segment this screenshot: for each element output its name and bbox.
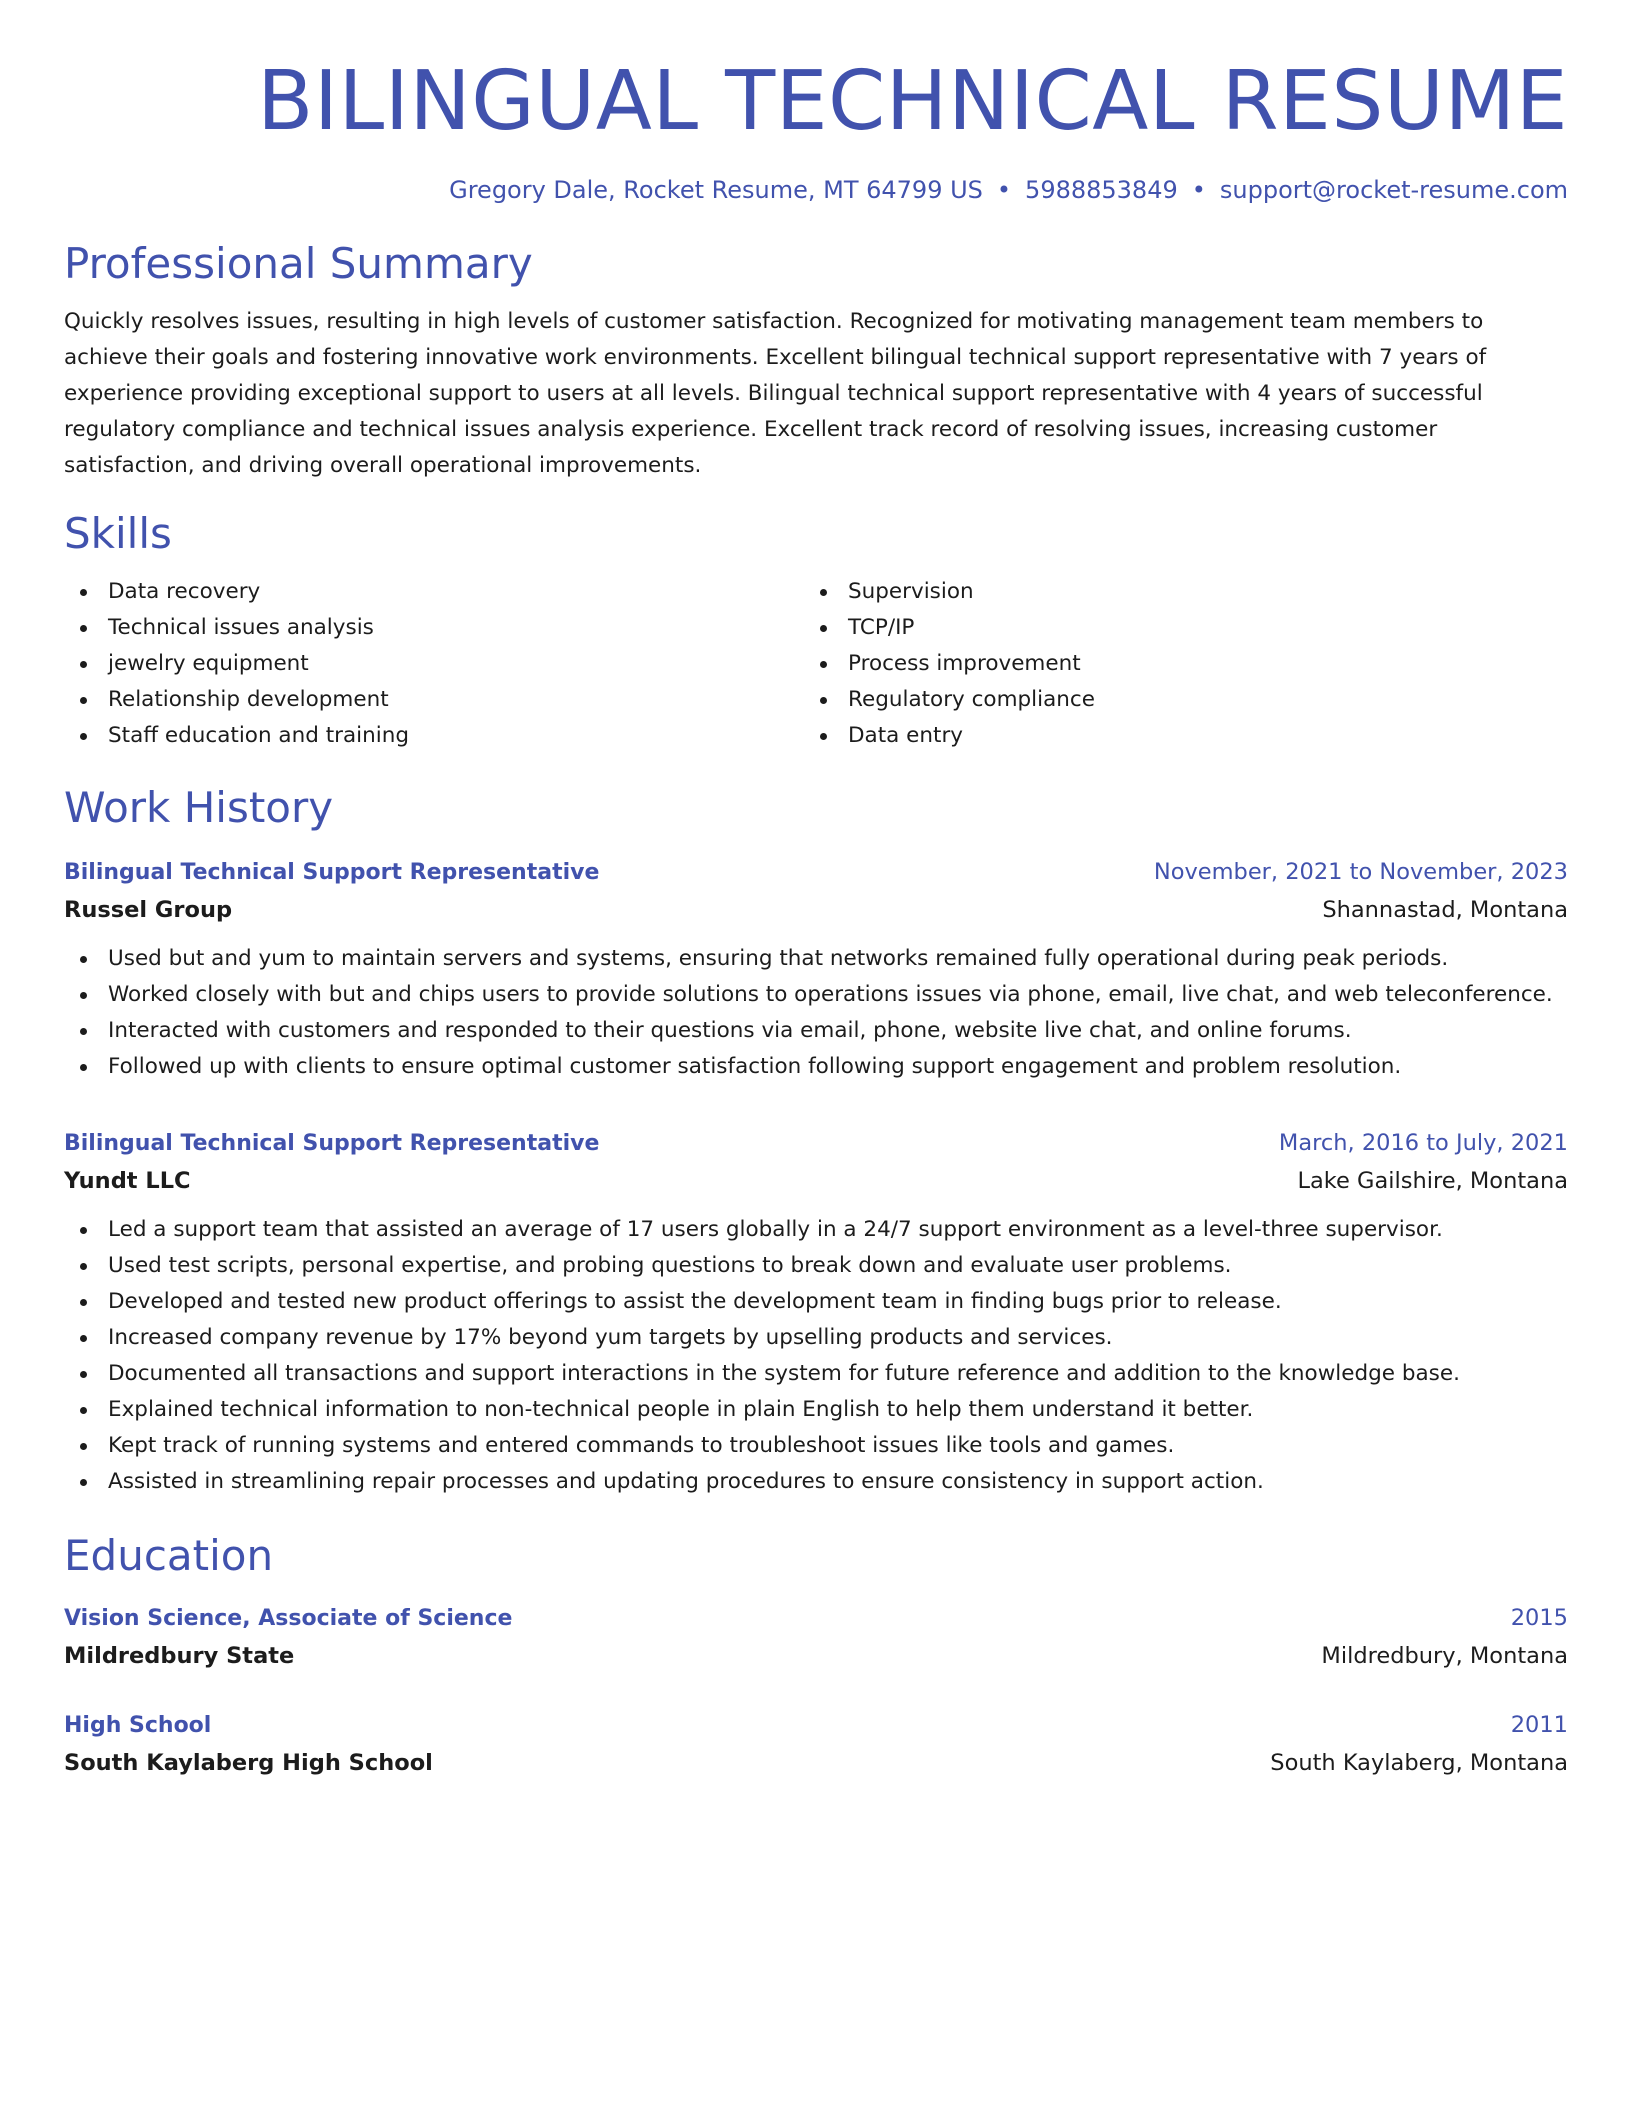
job-bullet: Worked closely with but and chips users to provide solutions to operations issues via phone, email, live chat, and web teleconference. (64, 977, 1568, 1013)
job-bullet: Explained technical information to non-technical people in plain English to help them understand it better. (64, 1392, 1568, 1428)
education-location: South Kaylaberg, Montana (1270, 1750, 1568, 1776)
skill-item: Technical issues analysis (64, 610, 804, 646)
job-bullet: Assisted in streamlining repair processes and updating procedures to ensure consistency in support action. (64, 1464, 1568, 1500)
section-heading: Work History (64, 783, 334, 832)
skills-list-left (64, 574, 804, 754)
job-bullet: Led a support team that assisted an average of 17 users globally in a 24/7 support environment as a level-three supervisor. (64, 1212, 1568, 1248)
skill-item: jewelry equipment (64, 646, 804, 682)
job-bullets (64, 1212, 1568, 1500)
skill-item: Data entry (804, 718, 1568, 754)
job-bullet: Interacted with customers and responded to their questions via email, phone, website live chat, and online forums. (64, 1013, 1568, 1049)
job-dates: November, 2021 to November, 2023 (1153, 859, 1568, 885)
education-degree: Vision Science, Associate of Science (64, 1606, 513, 1631)
job-bullet: Developed and tested new product offerings to assist the development team in finding bugs prior to release. (64, 1284, 1568, 1320)
skill-item: Relationship development (64, 682, 804, 718)
section-heading: Education (64, 1531, 274, 1580)
resume-header (64, 0, 1568, 206)
education-entry (64, 1600, 1568, 1675)
section-heading: Skills (64, 509, 172, 558)
job-bullet: Documented all transactions and support interactions in the system for future reference and addition to the knowledge base. (64, 1356, 1568, 1392)
contact-phone: 5988853849 (1025, 176, 1178, 204)
contact-email: support@rocket-resume.com (1219, 176, 1568, 204)
section-heading: Professional Summary (64, 239, 533, 288)
education-degree-row (64, 1600, 1568, 1637)
job-entry (64, 1125, 1568, 1500)
skill-item: Staff education and training (64, 718, 804, 754)
skills-grid (64, 574, 1568, 754)
education-entry (64, 1707, 1568, 1782)
job-title-row (64, 1125, 1568, 1162)
job-company-row (64, 891, 1568, 929)
job-entry (64, 854, 1568, 1085)
job-bullet: Used test scripts, personal expertise, and probing questions to break down and evaluate user problems. (64, 1248, 1568, 1284)
education-year: 2015 (1510, 1605, 1568, 1631)
skills-section (64, 506, 1568, 754)
education-school: Mildredbury State (64, 1643, 295, 1669)
skill-item: Regulatory compliance (804, 682, 1568, 718)
contact-line (64, 174, 1568, 206)
skill-item: Data recovery (64, 574, 804, 610)
resume-title: BILINGUAL TECHNICAL RESUME (257, 54, 1568, 149)
job-title-row (64, 854, 1568, 891)
job-bullet: Kept track of running systems and entered commands to troubleshoot issues like tools and games. (64, 1428, 1568, 1464)
education-school-row (64, 1744, 1568, 1782)
job-dates: March, 2016 to July, 2021 (1278, 1130, 1568, 1156)
job-bullet: Used but and yum to maintain servers and systems, ensuring that networks remained fully operational during peak periods. (64, 941, 1568, 977)
skill-item: TCP/IP (804, 610, 1568, 646)
work-history-section (64, 780, 1568, 1500)
education-section (64, 1528, 1568, 1782)
education-school: South Kaylaberg High School (64, 1750, 433, 1776)
contact-separator: • (1191, 176, 1206, 204)
skill-item: Supervision (804, 574, 1568, 610)
skill-item: Process improvement (804, 646, 1568, 682)
job-title: Bilingual Technical Support Representative (64, 860, 600, 885)
professional-summary-section (64, 236, 1568, 484)
job-company: Russel Group (64, 897, 233, 923)
skills-list-right (804, 574, 1568, 754)
education-location: Mildredbury, Montana (1321, 1643, 1568, 1669)
education-year: 2011 (1510, 1712, 1568, 1738)
job-title: Bilingual Technical Support Representative (64, 1131, 600, 1156)
contact-separator: • (996, 176, 1012, 204)
job-bullets (64, 941, 1568, 1085)
job-company: Yundt LLC (64, 1168, 191, 1194)
education-school-row (64, 1637, 1568, 1675)
summary-text: Quickly resolves issues, resulting in high levels of customer satisfaction. Recognized for motivating management team members to achieve their goals and fostering innovative work environments. Excellent bilingual technical support representative with 7 years of experience providing exceptional support to users at all levels. Bilingual technical support representative with 4 years of successful regulatory compliance and technical issues analysis experience. Excellent track record of resolving issues, increasing customer satisfaction, and driving overall operational improvements. (64, 309, 1487, 478)
job-location: Shannastad, Montana (1322, 897, 1568, 923)
job-bullet: Increased company revenue by 17% beyond yum targets by upselling products and services. (64, 1320, 1568, 1356)
education-degree-row (64, 1707, 1568, 1744)
job-bullet: Followed up with clients to ensure optimal customer satisfaction following support engagement and problem resolution. (64, 1049, 1568, 1085)
job-company-row (64, 1162, 1568, 1200)
contact-address: Gregory Dale, Rocket Resume, MT 64799 US (449, 176, 983, 204)
job-location: Lake Gailshire, Montana (1297, 1168, 1568, 1194)
education-degree: High School (64, 1713, 212, 1738)
